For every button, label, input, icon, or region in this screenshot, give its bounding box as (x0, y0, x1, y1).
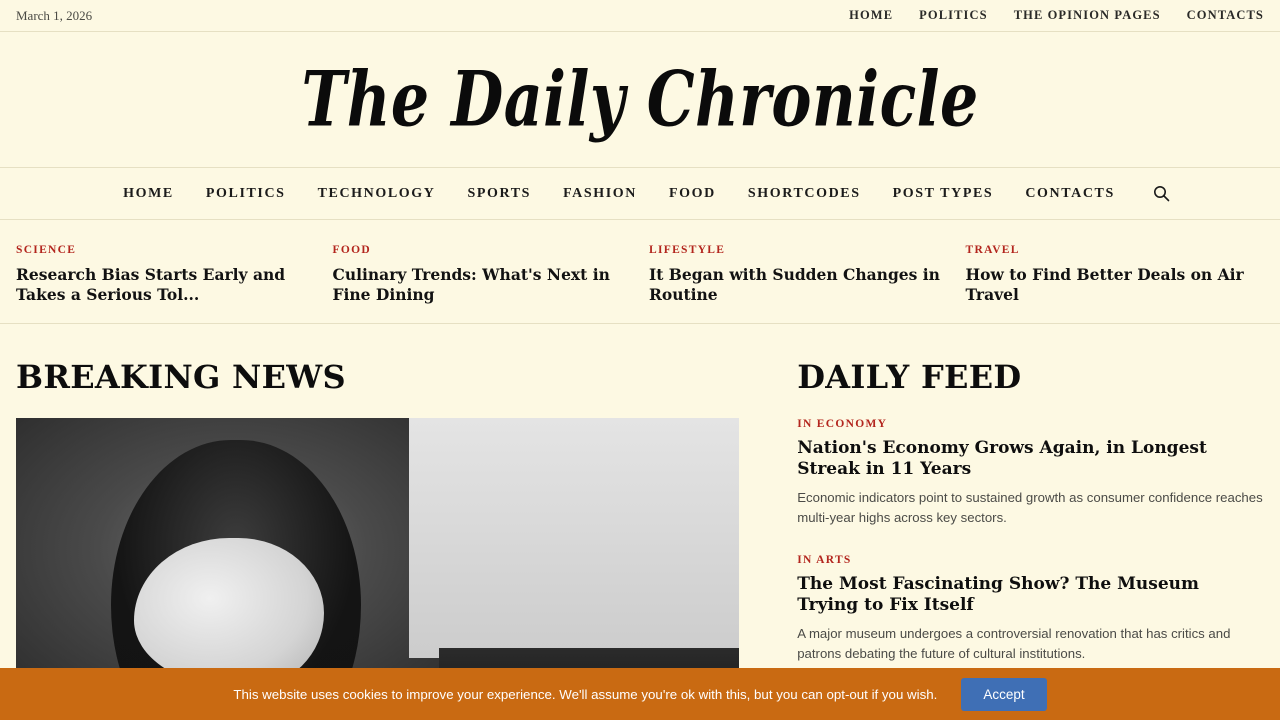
topnav-item-home[interactable]: HOME (849, 8, 894, 22)
nav-item-technology[interactable]: TECHNOLOGY (317, 185, 436, 201)
feed-excerpt: Economic indicators point to sustained growth as consumer confidence reaches multi-year highs across key sectors. (797, 490, 1263, 525)
utility-nav (849, 8, 1264, 23)
daily-feed-heading: DAILY FEED (797, 357, 1022, 396)
teaser-headline[interactable]: It Began with Sudden Changes in Routine (649, 265, 940, 304)
feed-item-arts[interactable] (797, 554, 1264, 664)
teaser-headline[interactable]: How to Find Better Deals on Air Travel (965, 265, 1244, 304)
teaser-category-label: TRAVEL (965, 244, 1020, 256)
feed-item-economy[interactable] (797, 418, 1264, 528)
feed-headline[interactable]: The Most Fascinating Show? The Museum Trying to Fix Itself (797, 573, 1199, 615)
breaking-news-column (16, 324, 751, 708)
teaser-category-label: LIFESTYLE (649, 244, 726, 256)
category-teasers (0, 220, 1280, 324)
daily-feed-column (797, 324, 1264, 708)
current-date: March 1, 2026 (16, 7, 93, 23)
nav-item-food[interactable]: FOOD (669, 185, 716, 201)
teaser-headline[interactable]: Culinary Trends: What's Next in Fine Dining (332, 265, 610, 304)
topnav-item-opinion-pages[interactable]: THE OPINION PAGES (1013, 8, 1161, 22)
nav-item-politics[interactable]: POLITICS (205, 185, 286, 201)
nav-item-post-types[interactable]: POST TYPES (892, 185, 994, 201)
photo-subject-detail (134, 538, 324, 688)
topnav-item-politics[interactable]: POLITICS (919, 8, 988, 22)
nav-item-sports[interactable]: SPORTS (467, 185, 532, 201)
page-content (0, 324, 1280, 708)
masthead (0, 32, 1280, 168)
photo-background (409, 418, 739, 658)
feed-category-label: IN ECONOMY (797, 417, 888, 430)
feed-category-label: IN ARTS (797, 553, 852, 566)
breaking-news-heading: BREAKING NEWS (16, 357, 346, 396)
nav-item-home[interactable]: HOME (123, 185, 174, 201)
feed-headline[interactable]: Nation's Economy Grows Again, in Longest Streak in 11 Years (797, 437, 1207, 479)
nav-item-shortcodes[interactable]: SHORTCODES (747, 185, 861, 201)
search-icon[interactable] (1151, 183, 1173, 205)
teaser-science[interactable] (16, 244, 315, 305)
nav-item-fashion[interactable]: FASHION (563, 185, 638, 201)
nav-item-contacts[interactable]: CONTACTS (1025, 185, 1115, 201)
teaser-lifestyle[interactable] (649, 244, 948, 305)
lead-story-image[interactable] (16, 418, 739, 708)
teaser-headline[interactable]: Research Bias Starts Early and Takes a Serious Tol... (16, 265, 286, 304)
topnav-item-contacts[interactable]: CONTACTS (1186, 8, 1264, 22)
teaser-travel[interactable] (966, 244, 1265, 305)
cookie-message: This website uses cookies to improve your experience. We'll assume you're ok with this, but you can opt-out if you wish. (233, 686, 938, 702)
site-title[interactable]: The Daily Chronicle (301, 54, 979, 145)
teaser-category-label: SCIENCE (16, 244, 77, 256)
utility-bar (0, 0, 1280, 32)
primary-nav (0, 168, 1280, 220)
teaser-food[interactable] (333, 244, 632, 305)
accept-cookies-button[interactable]: Accept (961, 678, 1046, 711)
teaser-category-label: FOOD (332, 244, 371, 256)
cookie-consent-banner (0, 668, 1280, 720)
feed-excerpt: A major museum undergoes a controversial renovation that has critics and patrons debating the future of cultural institutions. (797, 626, 1231, 662)
